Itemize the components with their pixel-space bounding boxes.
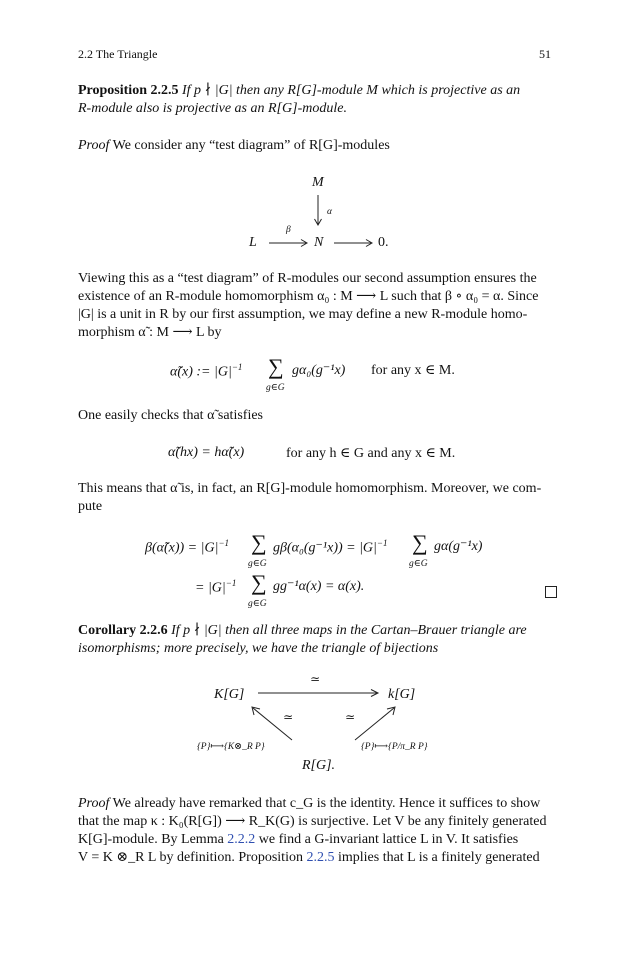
eq1-lhs (170, 362, 242, 381)
proof-2-line-3 (78, 833, 518, 847)
triangle-node-k: k[G] (388, 687, 416, 702)
page-number: 51 (539, 47, 551, 61)
eq3-sub-2: g∈G (409, 559, 428, 569)
corollary-label: Corollary 2.2.6 (78, 623, 168, 638)
proof-1-text: We consider any “test diagram” of R[G]-modules (112, 138, 390, 153)
triangle-node-R: R[G]. (302, 758, 336, 773)
eq3-row1-lhs (145, 538, 229, 557)
arrows-row (264, 236, 384, 250)
eq1-lhs-text: α̃(x) := |G| (170, 364, 232, 380)
proof-1-line (78, 139, 390, 153)
eq3-row2-lhs (195, 578, 236, 597)
eq1-condition: for any x ∈ M. (371, 363, 455, 378)
eq3-sigma-2: ∑ (412, 530, 428, 555)
eq3-sub-1: g∈G (248, 559, 267, 569)
para3-line-1: This means that α̃ is, in fact, an R[G]-module homomorphism. Moreover, we com- (78, 481, 542, 496)
iso-right: ≃ (345, 710, 356, 724)
proposition-line-1 (78, 84, 520, 98)
label-alpha: α (327, 207, 332, 217)
proof-2-text-1: We already have remarked that c_G is the identity. Hence it suffices to show (112, 796, 541, 811)
proof-2-line-3b: we find a G-invariant lattice L in V. It satisfies (255, 832, 519, 847)
diagram-node-N: N (314, 235, 324, 250)
diagram-node-0: 0. (378, 235, 389, 250)
corollary-line-2: isomorphisms; more precisely, we have the triangle of bijections (78, 641, 439, 656)
eq3-row2-a: = |G| (195, 580, 226, 596)
iso-top: ≃ (310, 672, 321, 686)
proof-2-line-4 (78, 851, 540, 865)
eq1-exp: −1 (231, 362, 243, 372)
para1-line-3: |G| is a unit in R by our first assumption, we may define a new R-module homo- (78, 307, 528, 322)
iso-left: ≃ (283, 710, 294, 724)
eq1-sub: g∈G (266, 383, 285, 393)
para1-line-4: morphism α̃ : M ⟶ L by (78, 325, 222, 340)
eq3-row2-exp: −1 (225, 578, 237, 588)
eq3-sigma-3: ∑ (251, 570, 267, 595)
eq3-row1-exp-2: −1 (376, 538, 388, 548)
proof-2-line-3a: K[G]-module. By Lemma (78, 832, 228, 847)
proof-2-line-1 (78, 797, 540, 811)
diagram-node-L: L (249, 235, 257, 250)
arrow-alpha (300, 192, 340, 232)
eq3-row1-b: gβ(α₀(g⁻¹x)) = |G| (273, 540, 377, 556)
para1-line-2: existence of an R-module homomorphism α₀ : M ⟶ L such that β ∘ α₀ = α. Since (78, 289, 539, 304)
eq3-row1-exp: −1 (218, 538, 230, 548)
running-head: 2.2 The Triangle (78, 47, 158, 61)
proof-label: Proof (78, 138, 110, 153)
eq3-sigma-1: ∑ (251, 530, 267, 555)
lemma-ref-link[interactable]: 2.2.2 (227, 832, 256, 847)
eq3-row1-a: β(α̃(x)) = |G| (145, 540, 219, 556)
eq2-formula: α̃(hx) = hα̃(x) (168, 445, 245, 460)
para3-line-2: pute (78, 499, 103, 514)
proof-2-line-4a: V = K ⊗_R L by definition. Proposition (78, 850, 307, 865)
corollary-text-1: If p ∤ |G| then all three maps in the Cartan–Brauer triangle are (171, 623, 527, 638)
eq3-sub-3: g∈G (248, 599, 267, 609)
corollary-line-1 (78, 624, 527, 638)
para1-line-1: Viewing this as a “test diagram” of R-modules our second assumption ensures the (78, 271, 537, 286)
diagram-node-M: M (312, 175, 324, 190)
map-left-label: {P}⟼{K⊗_R P} (197, 742, 265, 752)
proof-2-label: Proof (78, 796, 110, 811)
proof-2-line-4b: implies that L is a finitely generated (334, 850, 540, 865)
map-right-label: {P}⟼{P/π_R P} (361, 742, 428, 752)
eq3-row2-b: gg⁻¹α(x) = α(x). (273, 579, 365, 594)
proposition-line-2: R-module also is projective as an R[G]-module. (78, 101, 347, 116)
eq2-condition: for any h ∈ G and any x ∈ M. (286, 446, 456, 461)
para2: One easily checks that α̃ satisfies (78, 408, 264, 423)
proposition-ref-link[interactable]: 2.2.5 (306, 850, 335, 865)
label-beta: β (286, 225, 291, 235)
eq1-sigma: ∑ (268, 354, 284, 379)
eq3-row1-mid (273, 538, 387, 557)
proposition-label: Proposition 2.2.5 (78, 83, 179, 98)
triangle-node-K: K[G] (214, 687, 245, 702)
eq1-body: gα₀(g⁻¹x) (292, 363, 346, 378)
proof-2-line-2: that the map κ : K₀(R[G]) ⟶ R_K(G) is surjective. Let V be any finitely generated (78, 814, 547, 829)
eq3-row1-c: gα(g⁻¹x) (434, 539, 483, 554)
qed-box-icon (545, 586, 557, 598)
proposition-text-1: If p ∤ |G| then any R[G]-module M which is projective as an (181, 83, 521, 98)
